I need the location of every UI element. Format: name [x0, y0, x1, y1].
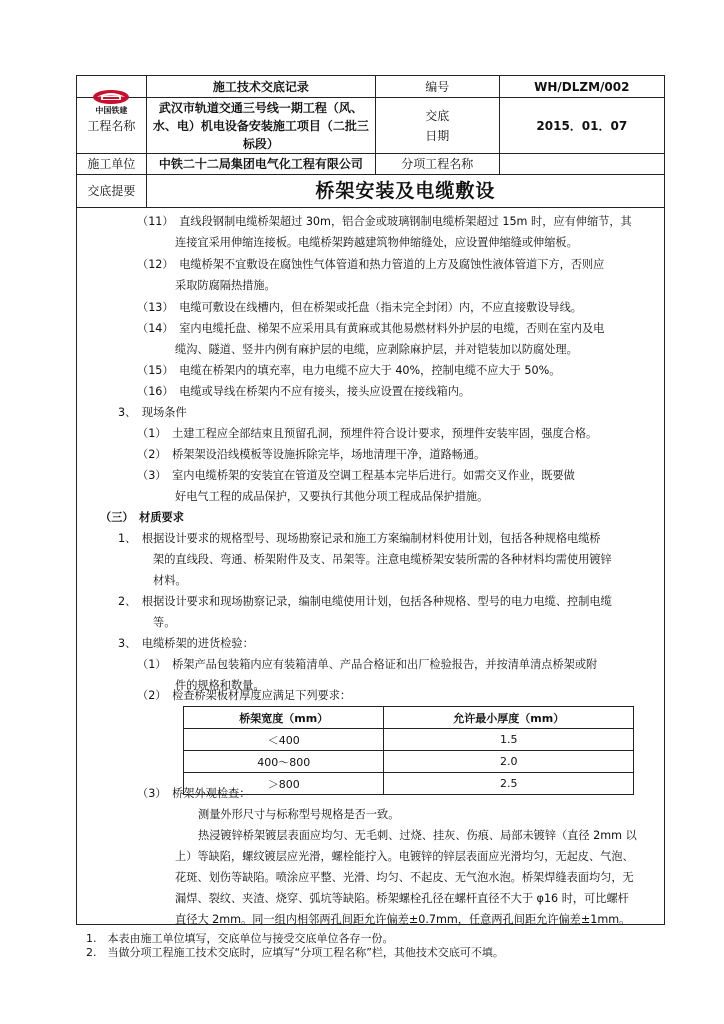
table-cell: ＜400 — [184, 729, 384, 751]
content-line: （2） 桥架架设沿线模板等设施拆除完毕，场地清理干净，道路畅通。 — [137, 448, 486, 461]
table-cell: 400～800 — [184, 751, 384, 773]
content-line: （15） 电缆在桥架内的填充率，电力电缆不应大于 40%，控制电缆不应大于 50%。 — [137, 364, 561, 377]
project-label-cell — [77, 98, 147, 153]
content-line: 材料。 — [153, 574, 187, 587]
table-row — [184, 729, 634, 751]
unit-value: 中铁二十二局集团电气化工程有限公司 — [147, 154, 376, 174]
table-cell: 2.0 — [384, 751, 634, 773]
date-label-1: 交底 — [425, 108, 450, 123]
content-line: 漏焊、裂纹、夹渣、烧穿、弧坑等缺陷。桥架螺栓孔径在螺杆直径不大于 φ16 时，可比螺杆 — [175, 892, 629, 905]
content-line: （16） 电缆或导线在桥架内不应有接头，接头应设置在接线箱内。 — [137, 385, 471, 398]
footer-note: 2. 当做分项工程施工技术交底时，应填写“分项工程名称”栏，其他技术交底可不填。 — [86, 946, 504, 959]
date-label-2: 日期 — [425, 128, 450, 143]
content-line: （1） 土建工程应全部结束且预留孔洞，预埋件符合设计要求，预埋件安装牢固，强度合格。 — [137, 427, 598, 440]
content-line: 测量外形尺寸与标称型号规格是否一致。 — [198, 808, 400, 821]
content-line: （14） 室内电缆托盘、梯架不应采用具有黄麻或其他易燃材料外护层的电缆，否则在室内及电 — [137, 322, 605, 335]
project-label: 工程名称 — [87, 118, 136, 133]
content-line: （13） 电缆可敷设在线槽内，但在桥架或托盘（指未完全封闭）内，不应直接敷设导线。 — [137, 301, 582, 314]
content-line: （11） 直线段钢制电缆桥架超过 30m，铝合金或玻璃钢制电缆桥架超过 15m 时，应有伸缩节，其 — [137, 215, 632, 228]
content-line: 件的规格和数量。 — [175, 679, 265, 692]
content-line: （12） 电缆桥架不宜敷设在腐蚀性气体管道和热力管道的上方及腐蚀性液体管道下方，否则应 — [137, 258, 605, 271]
subproject-value — [500, 154, 664, 174]
table-header-row — [184, 707, 634, 729]
content-line: （3） 桥架外观检查： — [137, 787, 251, 800]
table-header: 桥架宽度（mm） — [184, 707, 384, 729]
unit-label: 施工单位 — [77, 154, 147, 174]
table-cell: ＞800 — [184, 773, 384, 795]
content-line: （3） 室内电缆桥架的安装宜在管道及空调工程基本完毕后进行。如需交叉作业，既要做 — [137, 469, 575, 482]
content-line: （2） 检查桥架板材厚度应满足下列要求： — [137, 689, 352, 702]
form-title: 施工技术交底记录 — [147, 76, 376, 97]
summary-label: 交底提要 — [77, 175, 147, 207]
subproject-label: 分项工程名称 — [376, 154, 500, 174]
table-cell: 2.5 — [384, 773, 634, 795]
summary-value: 桥架安装及电缆敷设 — [315, 180, 496, 202]
table-row — [184, 751, 634, 773]
content-line: 采取防腐隔热措施。 — [175, 279, 276, 292]
content-line: 直径大 2mm。同一组内相邻两孔间距允许偏差±0.7mm，任意两孔间距允许偏差±1mm。 — [175, 913, 631, 926]
content-line: 好电气工程的成品保护，又要执行其他分项工程成品保护措施。 — [175, 490, 489, 503]
content-line: 1、 根据设计要求的规格型号、现场勘察记录和施工方案编制材料使用计划，包括各种规格电缆桥 — [118, 532, 601, 545]
table-cell: 1.5 — [384, 729, 634, 751]
thickness-table — [183, 706, 634, 795]
table-row — [184, 773, 634, 795]
content-line: 3、 现场条件 — [118, 406, 187, 419]
content-line: 连接宜采用伸缩连接板。电缆桥架跨越建筑物伸缩缝处，应设置伸缩缝或伸缩板。 — [175, 236, 578, 249]
company-logo — [91, 88, 131, 116]
number-value: WH/DLZM/002 — [534, 79, 630, 94]
content-line: 等。 — [153, 616, 176, 629]
table-header: 允许最小厚度（mm） — [384, 707, 634, 729]
content-line: 2、 根据设计要求和现场勘察记录，编制电缆使用计划，包括各种规格、型号的电力电缆、控制电缆 — [118, 595, 612, 608]
content-line: 缆沟、隧道、竖井内例有麻护层的电缆，应剥除麻护层，并对铠装加以防腐处理。 — [175, 343, 578, 356]
content-line: 热浸镀锌桥架镀层表面应均匀、无毛刺、过烧、挂灰、伤痕、局部未镀锌（直径 2mm 以 — [198, 829, 637, 842]
logo-text: 中国铁建 — [95, 105, 128, 115]
content-line: 上）等缺陷，螺纹镀层应光滑，螺栓能拧入。电镀锌的锌层表面应光滑均匀，无起皮、气泡、 — [175, 850, 634, 863]
number-label: 编号 — [376, 76, 500, 97]
section-heading: （三） 材质要求 — [100, 511, 184, 524]
date-value: 2015．01．07 — [536, 118, 628, 133]
content-line: 花斑、划伤等缺陷。喷涂应平整、光滑、均匀、不起皮、无气泡水泡。桥架焊缝表面均匀，无 — [175, 871, 634, 884]
content-line: 架的直线段、弯通、桥架附件及支、吊架等。注意电缆桥架安装所需的各种材料均需使用镀锌 — [153, 553, 612, 566]
content-line: 3、 电缆桥架的进货检验： — [118, 637, 254, 650]
date-label-cell — [376, 98, 500, 153]
footer-notes — [86, 932, 504, 960]
crcc-logo-icon — [91, 88, 131, 106]
footer-note: 1. 本表由施工单位填写，交底单位与接受交底单位各存一份。 — [86, 932, 394, 945]
content-line: （1） 桥架产品包装箱内应有装箱清单、产品合格证和出厂检验报告，并按清单清点桥架或附 — [137, 658, 598, 671]
project-name: 武汉市轨道交通三号线一期工程（风、水、电）机电设备安装施工项目（二批三标段） — [147, 98, 376, 153]
